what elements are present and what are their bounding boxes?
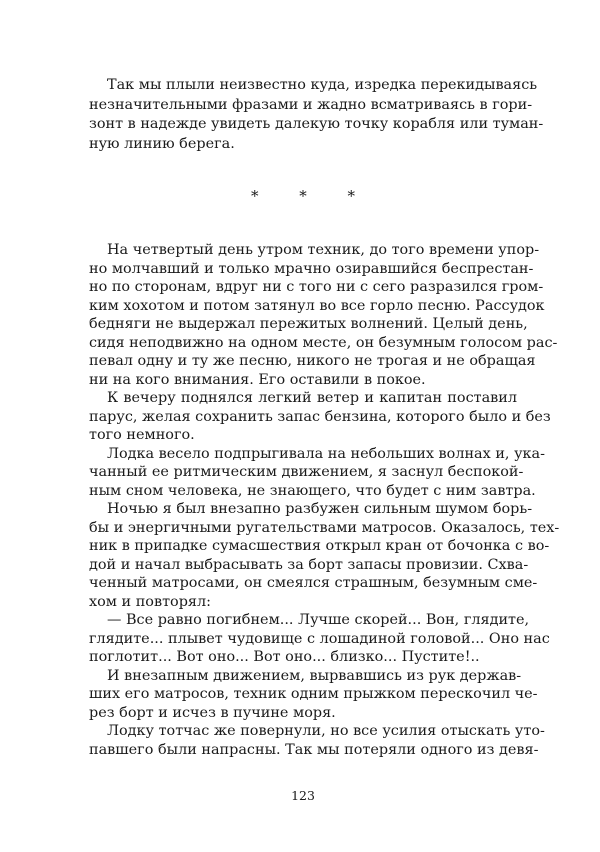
- text-line: зонт в надежде увидеть далекую точку корабля или туман-: [89, 116, 544, 133]
- text-line: поглотит... Вот оно... Вот оно... близко... Пустите!..: [89, 649, 480, 666]
- text-line: — Все равно погибнем... Лучше скорей... Вон, глядите,: [107, 612, 530, 629]
- text-line: того немного.: [89, 427, 195, 444]
- text-line: Ночью я был внезапно разбужен сильным шумом борь-: [107, 501, 533, 518]
- text-line: ших его матросов, техник одним прыжком перескочил че-: [89, 686, 538, 703]
- text-line: И внезапным движением, вырвавшись из рук держав-: [107, 667, 522, 684]
- text-line: дой и начал выбрасывать за борт запасы провизии. Схва-: [89, 556, 529, 573]
- page-number: 123: [291, 788, 315, 803]
- text-line: парус, желая сохранить запас бензина, которого было и без: [89, 408, 551, 425]
- text-line: ную линию берега.: [89, 136, 235, 153]
- text-line: ник в припадке сумасшествия открыл кран от бочонка с во-: [89, 538, 550, 555]
- text-line: бедняги не выдержал пережитых волнений. Целый день,: [89, 316, 528, 333]
- text-line: но по сторонам, вдруг ни с того ни с сего разразился гром-: [89, 279, 544, 296]
- text-line: ким хохотом и потом затянул во все горло песню. Рассудок: [89, 297, 545, 314]
- section-break: * * *: [250, 187, 374, 205]
- text-line: ни на кого внимания. Его оставили в покое.: [89, 371, 426, 388]
- text-line: чанный ее ритмическим движением, я заснул беспокой-: [89, 464, 524, 481]
- text-line: сидя неподвижно на одном месте, он безумным голосом рас-: [89, 334, 558, 351]
- text-line: Лодка весело подпрыгивала на небольших волнах и, ука-: [107, 445, 545, 462]
- text-line: хом и повторял:: [89, 593, 211, 610]
- text-line: Лодку тотчас же повернули, но все усилия отыскать уто-: [107, 723, 545, 740]
- text-line: бы и энергичными ругательствами матросов. Оказалось, тех-: [89, 519, 560, 536]
- text-line: незначительными фразами и жадно всматриваясь в гори-: [89, 96, 533, 113]
- text-line: глядите... плывет чудовище с лошадиной головой... Оно нас: [89, 630, 550, 647]
- text-line: К вечеру поднялся легкий ветер и капитан поставил: [107, 390, 517, 407]
- text-line: ным сном человека, не знающего, что будет с ним завтра.: [89, 482, 536, 499]
- text-line: рез борт и исчез в пучине моря.: [89, 704, 336, 721]
- text-line: певал одну и ту же песню, никого не трогая и не обращая: [89, 353, 536, 370]
- text-line: ченный матросами, он смеялся страшным, безумным сме-: [89, 575, 538, 592]
- text-line: павшего были напрасны. Так мы потеряли одного из девя-: [89, 742, 539, 758]
- text-line: но молчавший и только мрачно озиравшийся беспрестан-: [89, 260, 534, 277]
- text-line: На четвертый день утром техник, до того времени упор-: [107, 242, 540, 258]
- text-line: Так мы плыли неизвестно куда, изредка перекидываясь: [107, 77, 538, 93]
